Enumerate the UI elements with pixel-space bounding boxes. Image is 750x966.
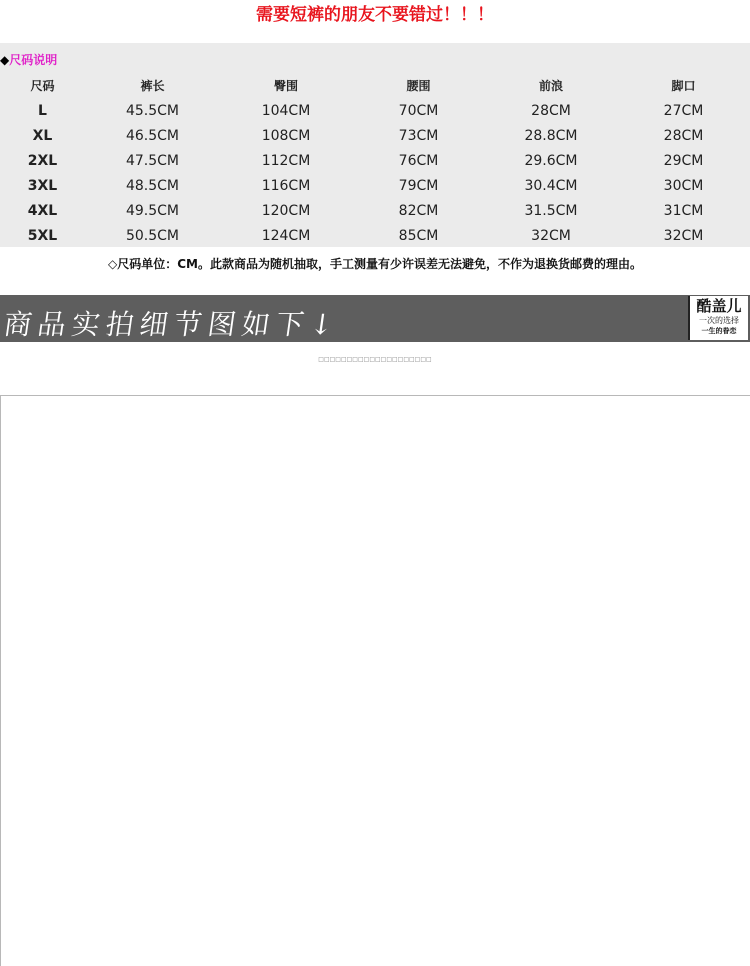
cell-size: 4XL xyxy=(27,202,58,219)
cell-hip: 120CM xyxy=(261,202,311,219)
cell-waist: 85CM xyxy=(398,227,439,244)
cell-front-rise: 30.4CM xyxy=(524,177,578,194)
cell-hip: 108CM xyxy=(261,127,311,144)
cell-size: XL xyxy=(32,127,53,144)
promo-headline: 需要短裤的朋友不要错过！！！ xyxy=(256,5,494,25)
cell-hip: 112CM xyxy=(261,152,311,169)
cell-length: 48.5CM xyxy=(125,177,180,194)
size-table-header xyxy=(0,73,750,98)
header-size: 尺码 xyxy=(30,79,55,93)
header-front-rise: 前浪 xyxy=(538,79,563,93)
cell-size: 3XL xyxy=(27,177,58,194)
table-row xyxy=(0,148,750,173)
table-row xyxy=(0,173,750,198)
table-row xyxy=(0,223,750,248)
size-section-title xyxy=(0,51,57,68)
cell-front-rise: 31.5CM xyxy=(524,202,578,219)
cell-hip: 104CM xyxy=(261,102,311,119)
size-chart-section xyxy=(0,43,750,247)
cell-size: 5XL xyxy=(27,227,58,244)
measurement-note: ◇尺码单位：CM。此款商品为随机抽取，手工测量有少许误差无法避免，不作为退换货邮费的理由。 xyxy=(108,257,642,271)
brand-slogan-line1: 一次的选择 xyxy=(699,316,739,325)
cell-length: 46.5CM xyxy=(125,127,180,144)
cell-waist: 82CM xyxy=(398,202,439,219)
diamond-icon: ◆ xyxy=(0,53,10,67)
product-image-placeholder xyxy=(0,395,750,966)
header-leg-opening: 脚口 xyxy=(671,79,696,93)
brand-slogan-line2: 一生的眷恋 xyxy=(701,327,737,335)
size-table xyxy=(0,73,750,248)
cell-waist: 70CM xyxy=(398,102,439,119)
banner-heading: 商品实拍细节图如下↓ xyxy=(1,308,342,341)
detail-photos-banner xyxy=(0,295,750,342)
cell-front-rise: 32CM xyxy=(531,227,571,244)
cell-leg-opening: 28CM xyxy=(663,127,704,144)
table-row xyxy=(0,98,750,123)
cell-front-rise: 29.6CM xyxy=(524,152,578,169)
cell-leg-opening: 32CM xyxy=(663,227,704,244)
size-section-label: 尺码说明 xyxy=(9,53,58,67)
cell-waist: 79CM xyxy=(398,177,439,194)
cell-size: 2XL xyxy=(27,152,58,169)
cell-waist: 76CM xyxy=(398,152,439,169)
cell-length: 47.5CM xyxy=(125,152,180,169)
cell-leg-opening: 31CM xyxy=(663,202,704,219)
cell-hip: 124CM xyxy=(261,227,311,244)
cell-front-rise: 28.8CM xyxy=(524,127,578,144)
header-hip: 臀围 xyxy=(273,79,298,93)
brand-logo xyxy=(688,296,748,340)
cell-leg-opening: 29CM xyxy=(663,152,704,169)
cell-size: L xyxy=(38,102,47,119)
header-waist: 腰围 xyxy=(406,79,431,93)
table-row xyxy=(0,198,750,223)
cell-length: 49.5CM xyxy=(125,202,180,219)
cell-leg-opening: 27CM xyxy=(663,102,704,119)
cell-waist: 73CM xyxy=(398,127,439,144)
cell-length: 50.5CM xyxy=(125,227,180,244)
cell-front-rise: 28CM xyxy=(531,102,571,119)
table-row xyxy=(0,123,750,148)
brand-name: 酷盖儿 xyxy=(696,297,742,315)
placeholder-glyph-text: □□□□□□□□□□□□□□□□□□□□ xyxy=(318,356,432,363)
header-length: 裤长 xyxy=(140,79,165,93)
cell-hip: 116CM xyxy=(261,177,311,194)
cell-length: 45.5CM xyxy=(125,102,180,119)
cell-leg-opening: 30CM xyxy=(663,177,704,194)
